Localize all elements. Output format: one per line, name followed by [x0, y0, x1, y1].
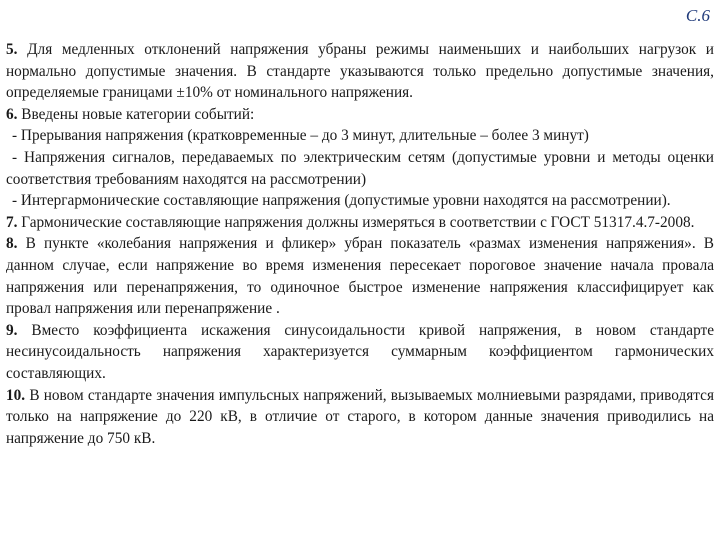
- list-item-text: - Напряжения сигналов, передаваемых по электрическим сетям (допустимые уровни и методы оценки соответствия требованиям находятся на рассмотрении): [6, 148, 714, 188]
- item-number: 7.: [6, 213, 18, 231]
- paragraph-text: Гармонические составляющие напряжения должны измеряться в соответствии с ГОСТ 51317.4.7-2008.: [17, 213, 695, 231]
- paragraph-10: [6, 385, 714, 450]
- item-number: 10.: [6, 386, 26, 404]
- item-number: 5.: [6, 41, 18, 58]
- item-number: 8.: [6, 235, 18, 253]
- paragraph-6: [6, 104, 714, 126]
- paragraph-text: В новом стандарте значения импульсных напряжений, вызываемых молниевыми разрядами, приводятся только на напряжение до 220 кВ, в отличие от старого, в котором данные значения приводились на напряжение до 750 кВ.: [6, 386, 714, 447]
- item-number: 6.: [6, 105, 18, 123]
- item-number: 9.: [6, 321, 18, 339]
- list-item-interharmonics: [6, 190, 714, 212]
- paragraph-text: Для медленных отклонений напряжения убраны режимы наименьших и наибольших нагрузок и нормально допустимые значения. В стандарте указываются только предельно допустимые значения, определяемые границами ±10% от номинального напряжения.: [6, 41, 714, 102]
- paragraph-text: Вместо коэффициента искажения синусоидальности кривой напряжения, в новом стандарте несинусоидальность напряжения характеризуется суммарным коэффициентом гармонических составляющих.: [6, 321, 714, 382]
- paragraph-9: [6, 320, 714, 385]
- paragraph-8: [6, 233, 714, 319]
- list-item-text: - Прерывания напряжения (кратковременные – до 3 минут, длительные – более 3 минут): [12, 127, 589, 145]
- paragraph-text: В пункте «колебания напряжения и фликер» убран показатель «размах изменения напряжения». В данном случае, если напряжение во время изменения пересекает пороговое значение начала провала напряжения или перенапряжения, то одиночное быстрое изменение напряжения классифицирует как провал напряжения или перенапряжение .: [6, 235, 714, 318]
- paragraph-5: [6, 39, 714, 104]
- page-number: С.6: [685, 6, 710, 25]
- list-item-text: - Интергармонические составляющие напряжения (допустимые уровни находятся на рассмотрении).: [12, 192, 671, 210]
- list-item-interruptions: [6, 125, 714, 147]
- paragraph-text: Введены новые категории событий:: [17, 105, 255, 123]
- list-item-signal-voltages: [6, 147, 714, 190]
- document-body: [6, 39, 714, 449]
- paragraph-7: [6, 212, 714, 234]
